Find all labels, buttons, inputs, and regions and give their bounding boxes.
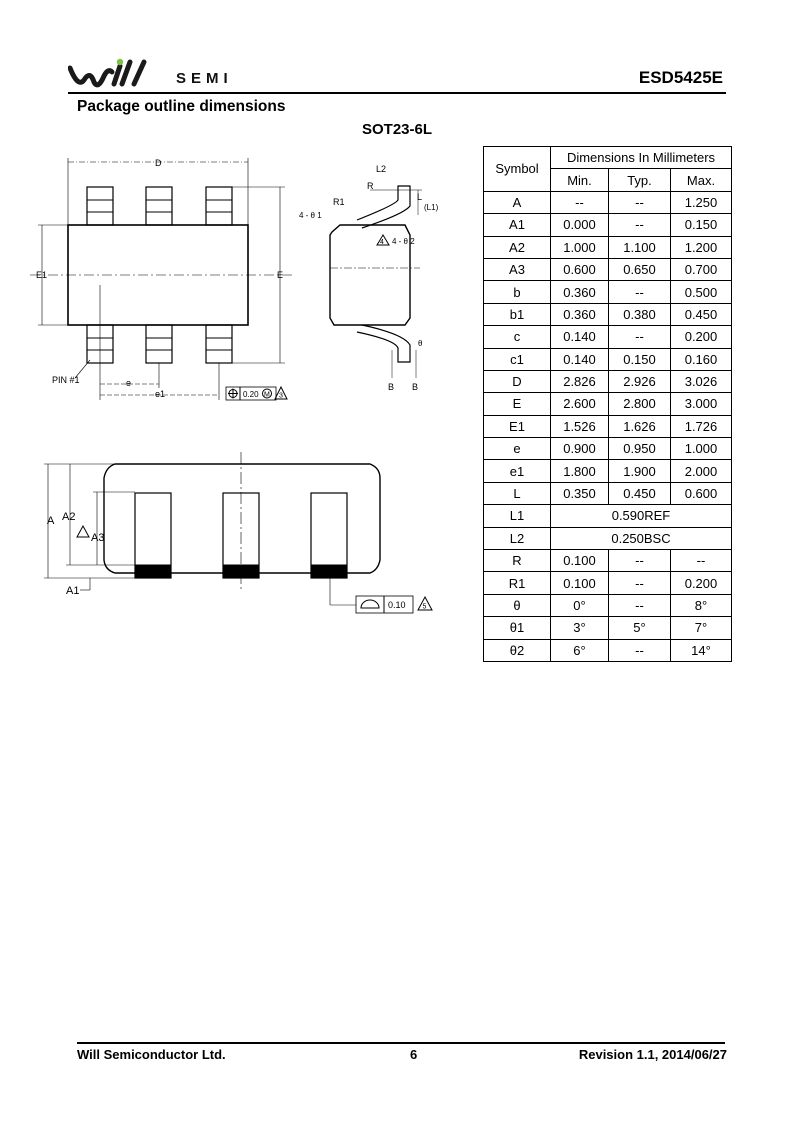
- cell-typ: --: [609, 639, 671, 661]
- cell-symbol: A: [484, 191, 551, 213]
- label-note5: 5: [422, 603, 427, 611]
- cell-max: 3.026: [671, 370, 732, 392]
- page-number: 6: [410, 1047, 418, 1062]
- label-e1: e1: [155, 389, 166, 399]
- table-row: [484, 505, 732, 527]
- cell-max: 0.700: [671, 258, 732, 280]
- table-row: [484, 572, 732, 594]
- cell-symbol: c: [484, 326, 551, 348]
- cell-max: 2.000: [671, 460, 732, 482]
- label-R1: R1: [333, 197, 345, 207]
- table-row: [484, 460, 732, 482]
- table-row: [484, 415, 732, 437]
- label-pin1: PIN #1: [52, 375, 80, 385]
- cell-max: 14°: [671, 639, 732, 661]
- label-L1: (L1): [424, 203, 439, 212]
- cell-min: 0.100: [551, 550, 609, 572]
- table-row: [484, 482, 732, 504]
- cell-min: --: [551, 191, 609, 213]
- cell-typ: --: [609, 191, 671, 213]
- cell-typ: 1.626: [609, 415, 671, 437]
- cell-min: 2.826: [551, 370, 609, 392]
- label-L2: L2: [376, 164, 387, 174]
- cell-symbol: L2: [484, 527, 551, 549]
- cell-max: 0.200: [671, 326, 732, 348]
- label-theta: θ: [418, 339, 423, 348]
- cell-typ: --: [609, 594, 671, 616]
- table-row: [484, 370, 732, 392]
- label-R: R: [367, 181, 374, 191]
- package-name: SOT23-6L: [362, 121, 433, 138]
- cell-typ: --: [609, 550, 671, 572]
- cell-max: 0.600: [671, 482, 732, 504]
- cell-symbol: θ2: [484, 639, 551, 661]
- cell-typ: 0.950: [609, 438, 671, 460]
- table-row: [484, 236, 732, 258]
- front-view: [44, 452, 432, 613]
- cell-min: 1.000: [551, 236, 609, 258]
- cell-symbol: A2: [484, 236, 551, 258]
- cell-symbol: e: [484, 438, 551, 460]
- section-title: Package outline dimensions: [77, 98, 286, 115]
- cell-symbol: A1: [484, 214, 551, 236]
- label-A2: A2: [62, 511, 76, 523]
- cell-min: 0°: [551, 594, 609, 616]
- dimensions-header: Dimensions In Millimeters: [551, 147, 732, 169]
- cell-max: 0.160: [671, 348, 732, 370]
- label-B-right: B: [412, 382, 419, 392]
- cell-typ: --: [609, 214, 671, 236]
- cell-min: 0.100: [551, 572, 609, 594]
- cell-symbol: θ: [484, 594, 551, 616]
- package-outline-drawing: [0, 0, 480, 640]
- label-note3: 3: [279, 392, 283, 400]
- cell-max: 1.000: [671, 438, 732, 460]
- label-E: E: [277, 270, 284, 280]
- cell-symbol: E1: [484, 415, 551, 437]
- dimensions-table-body: [484, 191, 732, 661]
- cell-value-span: 0.590REF: [551, 505, 732, 527]
- cell-typ: 0.450: [609, 482, 671, 504]
- table-row: [484, 438, 732, 460]
- table-row: [484, 258, 732, 280]
- symbol-header: Symbol: [484, 147, 551, 192]
- cell-min: 0.350: [551, 482, 609, 504]
- label-theta2: 4 - θ 2: [392, 237, 415, 246]
- label-note4: 4: [380, 239, 384, 246]
- cell-typ: --: [609, 572, 671, 594]
- label-theta1: 4 - θ 1: [299, 211, 322, 220]
- document-id: ESD5425E: [638, 68, 723, 87]
- label-flat: 0.10: [388, 600, 406, 610]
- side-view: [299, 164, 439, 392]
- cell-max: 0.500: [671, 281, 732, 303]
- cell-min: 2.600: [551, 393, 609, 415]
- footer-company: Will Semiconductor Ltd.: [77, 1047, 226, 1062]
- cell-typ: 0.650: [609, 258, 671, 280]
- table-row: [484, 214, 732, 236]
- cell-symbol: D: [484, 370, 551, 392]
- cell-min: 0.900: [551, 438, 609, 460]
- cell-symbol: θ1: [484, 617, 551, 639]
- cell-min: 0.140: [551, 326, 609, 348]
- cell-max: 1.250: [671, 191, 732, 213]
- cell-symbol: E: [484, 393, 551, 415]
- cell-max: 0.150: [671, 214, 732, 236]
- table-row: [484, 348, 732, 370]
- label-B-left: B: [388, 382, 395, 392]
- cell-min: 1.526: [551, 415, 609, 437]
- typ-header: Typ.: [609, 169, 671, 191]
- label-E1: E1: [36, 270, 48, 280]
- cell-typ: 1.100: [609, 236, 671, 258]
- cell-min: 0.360: [551, 303, 609, 325]
- cell-typ: 1.900: [609, 460, 671, 482]
- cell-max: 8°: [671, 594, 732, 616]
- footer-revision: Revision 1.1, 2014/06/27: [578, 1047, 727, 1062]
- brand-text: SEMI: [176, 70, 233, 87]
- label-A: A: [47, 515, 55, 527]
- cell-min: 0.140: [551, 348, 609, 370]
- table-row: [484, 326, 732, 348]
- cell-typ: 0.150: [609, 348, 671, 370]
- cell-typ: 2.926: [609, 370, 671, 392]
- label-D: D: [155, 158, 162, 168]
- table-row: [484, 639, 732, 661]
- table-row: [484, 527, 732, 549]
- cell-symbol: R: [484, 550, 551, 572]
- top-view: [30, 158, 295, 400]
- cell-max: 1.200: [671, 236, 732, 258]
- cell-symbol: L1: [484, 505, 551, 527]
- cell-symbol: c1: [484, 348, 551, 370]
- cell-symbol: b: [484, 281, 551, 303]
- cell-max: --: [671, 550, 732, 572]
- dimensions-table: [483, 146, 732, 662]
- cell-typ: 0.380: [609, 303, 671, 325]
- cell-min: 1.800: [551, 460, 609, 482]
- label-A1: A1: [66, 585, 80, 597]
- cell-max: 7°: [671, 617, 732, 639]
- table-row: [484, 393, 732, 415]
- table-row: [484, 617, 732, 639]
- table-row: [484, 594, 732, 616]
- footer-divider: [77, 1042, 725, 1044]
- cell-typ: 2.800: [609, 393, 671, 415]
- cell-typ: 5°: [609, 617, 671, 639]
- table-row: [484, 191, 732, 213]
- label-L: L: [417, 192, 423, 202]
- label-tol-pos-mod: M: [264, 391, 270, 399]
- cell-symbol: e1: [484, 460, 551, 482]
- cell-typ: --: [609, 281, 671, 303]
- cell-max: 0.200: [671, 572, 732, 594]
- cell-min: 6°: [551, 639, 609, 661]
- cell-typ: --: [609, 326, 671, 348]
- label-tol-pos: 0.20: [243, 390, 259, 399]
- cell-max: 1.726: [671, 415, 732, 437]
- label-e: e: [126, 378, 132, 388]
- max-header: Max.: [671, 169, 732, 191]
- cell-value-span: 0.250BSC: [551, 527, 732, 549]
- cell-min: 3°: [551, 617, 609, 639]
- table-row: [484, 281, 732, 303]
- table-row: [484, 303, 732, 325]
- min-header: Min.: [551, 169, 609, 191]
- cell-max: 0.450: [671, 303, 732, 325]
- cell-symbol: A3: [484, 258, 551, 280]
- cell-symbol: b1: [484, 303, 551, 325]
- table-row: [484, 550, 732, 572]
- cell-min: 0.360: [551, 281, 609, 303]
- label-A3: A3: [91, 532, 105, 544]
- cell-symbol: L: [484, 482, 551, 504]
- cell-min: 0.000: [551, 214, 609, 236]
- cell-max: 3.000: [671, 393, 732, 415]
- cell-min: 0.600: [551, 258, 609, 280]
- cell-symbol: R1: [484, 572, 551, 594]
